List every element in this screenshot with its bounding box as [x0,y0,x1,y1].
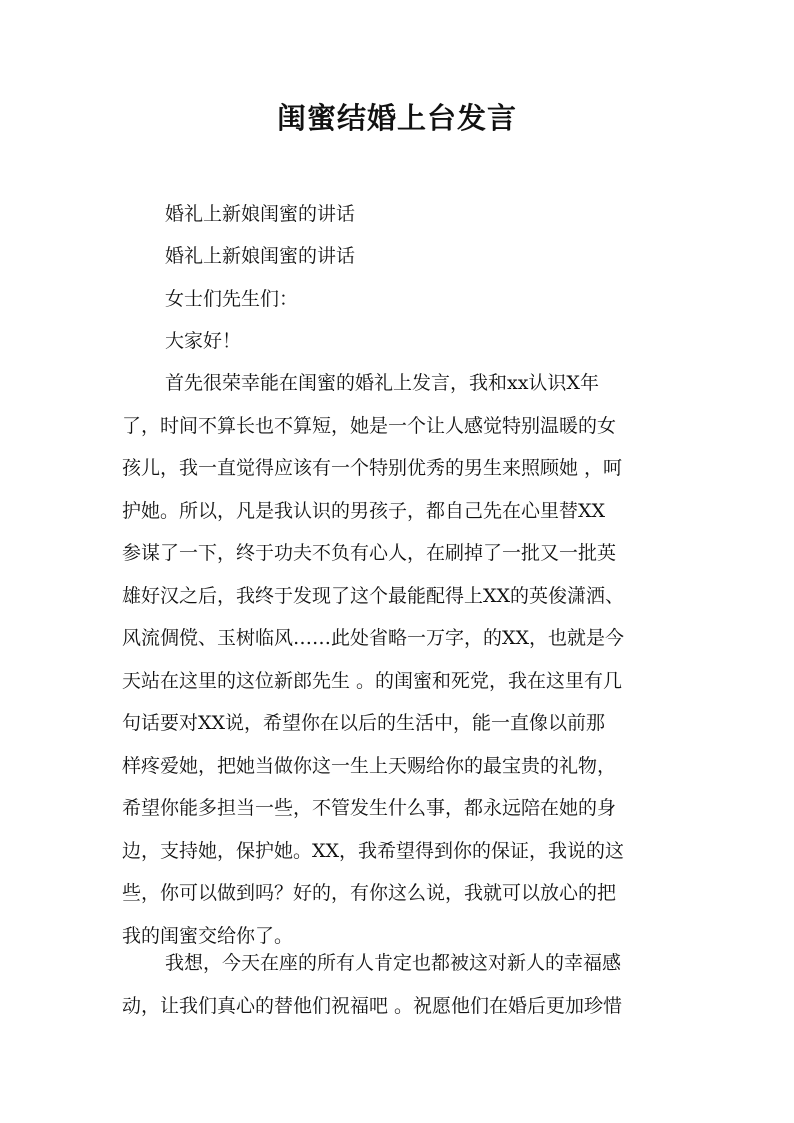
paragraph-line: 首先很荣幸能在闺蜜的婚礼上发言，我和xx认识X年 [165,372,599,394]
paragraph-line: 我的闺蜜交给你了。 [122,924,294,947]
greeting-line: 大家好！ [165,330,242,352]
paragraph-line: 孩儿，我一直觉得应该有一个特别优秀的男生来照顾她 ，呵 [122,457,623,479]
paragraph-line: 风流倜傥、玉树临风……此处省略一万字，的XX，也就是今 [122,627,625,649]
paragraph-line: 些，你可以做到吗？好的，有你这么说，我就可以放心的把 [122,882,617,904]
paragraph-line: 边，支持她，保护她。XX，我希望得到你的保证，我说的这 [122,839,625,862]
paragraph-line: 雄好汉之后，我终于发现了这个最能配得上XX的英俊潇洒、 [122,584,625,607]
paragraph-line: 护她。所以，凡是我认识的男孩子，都自己先在心里替XX [122,499,606,522]
paragraph-line: 我想，今天在座的所有人肯定也都被这对新人的幸福感 [165,952,622,974]
paragraph-line: 天站在这里的这位新郎先生 。的闺蜜和死党，我在这里有几 [122,669,623,692]
heading-line-2: 婚礼上新娘闺蜜的讲话 [165,245,356,267]
heading-line-1: 婚礼上新娘闺蜜的讲话 [165,203,356,225]
body-paragraph-1 [122,362,682,957]
body-paragraph-2 [122,942,682,1027]
paragraph-line: 参谋了一下，终于功夫不负有心人，在刷掉了一批又一批英 [122,542,617,564]
paragraph-line: 希望你能多担当一些，不管发生什么事，都永远陪在她的身 [122,797,617,819]
paragraph-line: 了，时间不算长也不算短，她是一个让人感觉特别温暖的女 [122,414,617,437]
paragraph-line: 句话要对XX说，希望你在以后的生活中，能一直像以前那 [122,712,606,734]
document-title: 闺蜜结婚上台发言 [276,101,517,135]
paragraph-line: 动，让我们真心的替他们祝福吧 。祝愿他们在婚后更加珍惜 [122,994,623,1017]
salutation-line: 女士们先生们： [165,288,299,310]
paragraph-line: 样疼爱她，把她当做你这一生上天赐给你的最宝贵的礼物， [122,754,617,777]
